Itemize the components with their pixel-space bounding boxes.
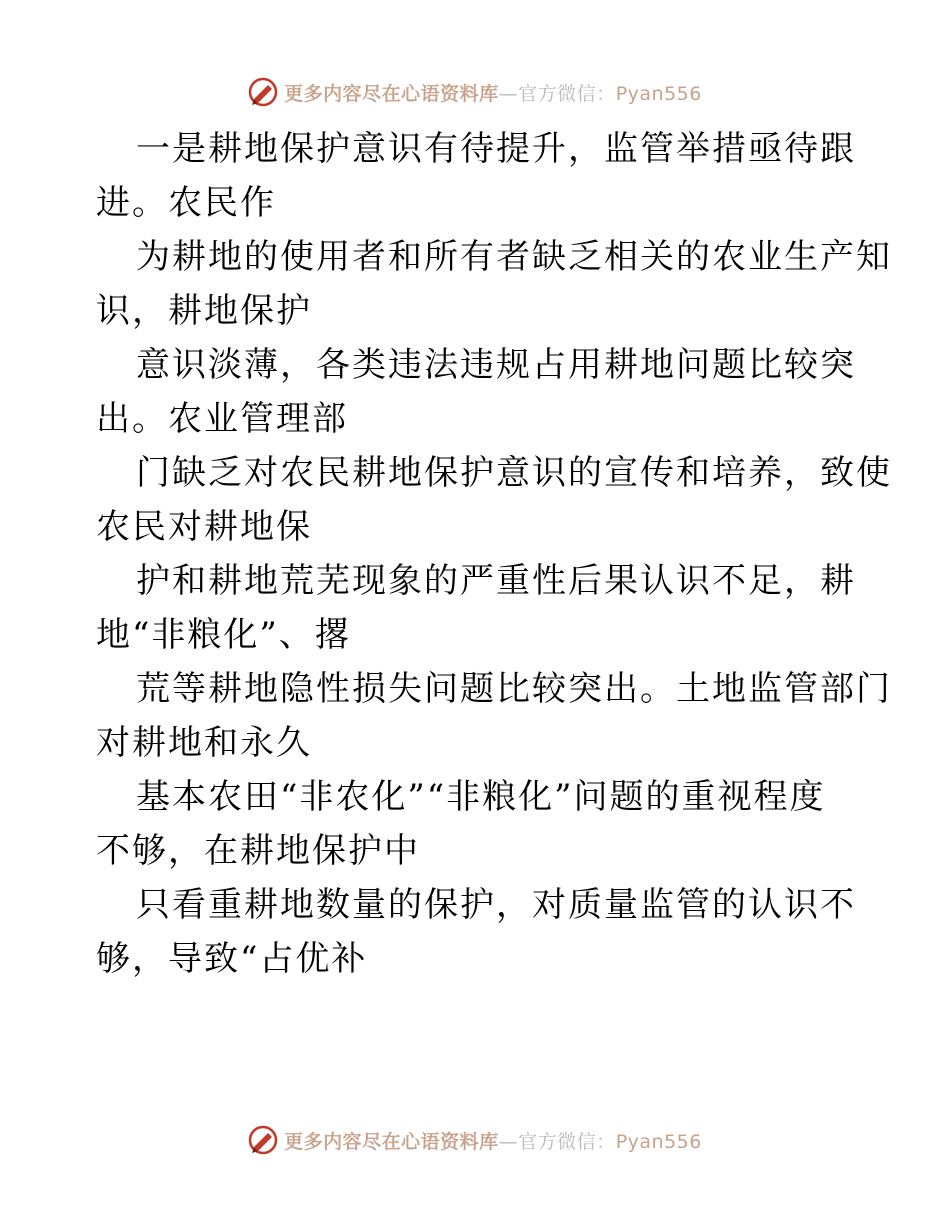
banner-dash: — [498,82,519,105]
banner-title: 更多内容尽在心语资料库 [284,82,499,105]
paragraph-line: 门缺乏对农民耕地保护意识的宣传和培养，致使 农民对耕地保 [96,453,892,547]
paragraph-line: 护和耕地荒芜现象的严重性后果认识不足，耕 地“非粮化”、撂 [96,561,856,655]
paragraph-line: 只看重耕地数量的保护，对质量监管的认识不 够，导致“占优补 [96,885,856,979]
pen-logo-icon [248,77,278,107]
banner-title: 更多内容尽在心语资料库 [284,1130,499,1153]
paragraph-line: 基本农田“非农化”“非粮化”问题的重视程度 不够，在耕地保护中 [96,777,826,871]
banner-wechat-id: Pyan556 [615,1130,702,1153]
banner-dash: — [498,1130,519,1153]
header-banner [0,72,950,112]
footer-banner [0,1120,950,1160]
paragraph-line: 一是耕地保护意识有待提升，监管举措亟待跟 进。农民作 [96,129,856,223]
paragraph-line: 意识淡薄，各类违法违规占用耕地问题比较突 出。农业管理部 [96,345,856,439]
pen-logo-icon [248,1125,278,1155]
paragraph-line: 为耕地的使用者和所有者缺乏相关的农业生产知 识，耕地保护 [96,237,892,331]
banner-wechat-label: 官方微信： [518,1130,616,1153]
banner-wechat-id: Pyan556 [615,82,702,105]
banner-wechat-label: 官方微信： [518,82,616,105]
paragraph-line: 荒等耕地隐性损失问题比较突出。土地监管部门 对耕地和永久 [96,669,892,763]
document-body [96,122,892,986]
